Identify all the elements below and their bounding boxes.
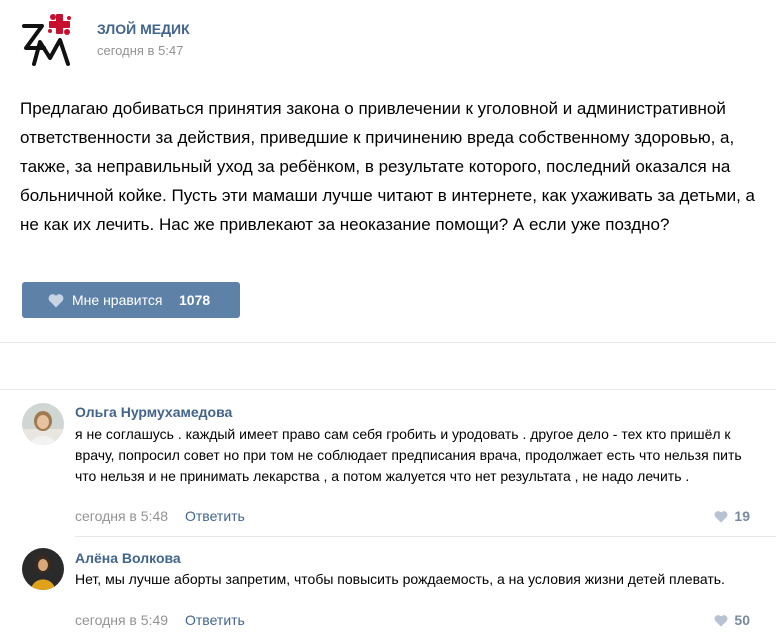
heart-icon — [714, 614, 728, 627]
comment-text: Нет, мы лучше аборты запретим, чтобы повысить рождаемость, а на условия жизни детей плевать. — [75, 571, 725, 587]
like-button[interactable] — [22, 282, 240, 318]
comment-author[interactable]: Алёна Волкова — [75, 550, 181, 566]
heart-icon — [714, 510, 728, 523]
comment-author[interactable]: Ольга Нурмухамедова — [75, 404, 233, 420]
like-label: Мне нравится — [72, 292, 163, 308]
comment-like-button[interactable] — [714, 508, 750, 524]
zm-logo-icon[interactable] — [20, 12, 76, 68]
post-time[interactable]: сегодня в 5:47 — [97, 43, 184, 58]
avatar[interactable] — [22, 548, 64, 590]
heart-icon — [48, 293, 64, 308]
like-count: 1078 — [179, 292, 211, 308]
comment-text: я не соглашусь . каждый имеет право сам себя гробить и уродовать . другое дело - тех кто пришёл к врачу, попросил совет но при том не соблюдает предписания врача, продолжает есть что нельзя пить что нельзя и не принимать лекарства , а потом жалуется что нет результата , не надо лечить . — [75, 426, 742, 484]
comment-like-count: 19 — [734, 508, 750, 524]
avatar[interactable] — [22, 403, 64, 445]
divider — [0, 342, 776, 343]
reply-link[interactable]: Ответить — [185, 508, 245, 524]
comment-time[interactable]: сегодня в 5:49 — [75, 612, 169, 628]
comment-like-button[interactable] — [714, 612, 750, 628]
comment-time[interactable]: сегодня в 5:48 — [75, 508, 169, 524]
divider — [75, 536, 776, 537]
comment-like-count: 50 — [734, 612, 750, 628]
reply-link[interactable]: Ответить — [185, 612, 245, 628]
post-text: Предлагаю добиваться принятия закона о привлечении к уголовной и административной ответственности за действия, приведшие к причинению вреда собственному здоровью, а, также, за неправильный уход за ребёнком, в результате которого, последний оказался на больничной койке. Пусть эти мамаши лучше читают в интернете, как ухаживать за детьми, а не как их лечить. Нас же привлекают за неоказание помощи? А если уже поздно? — [20, 99, 756, 234]
divider — [0, 389, 776, 390]
post-author[interactable]: ЗЛОЙ МЕДИК — [97, 21, 190, 37]
